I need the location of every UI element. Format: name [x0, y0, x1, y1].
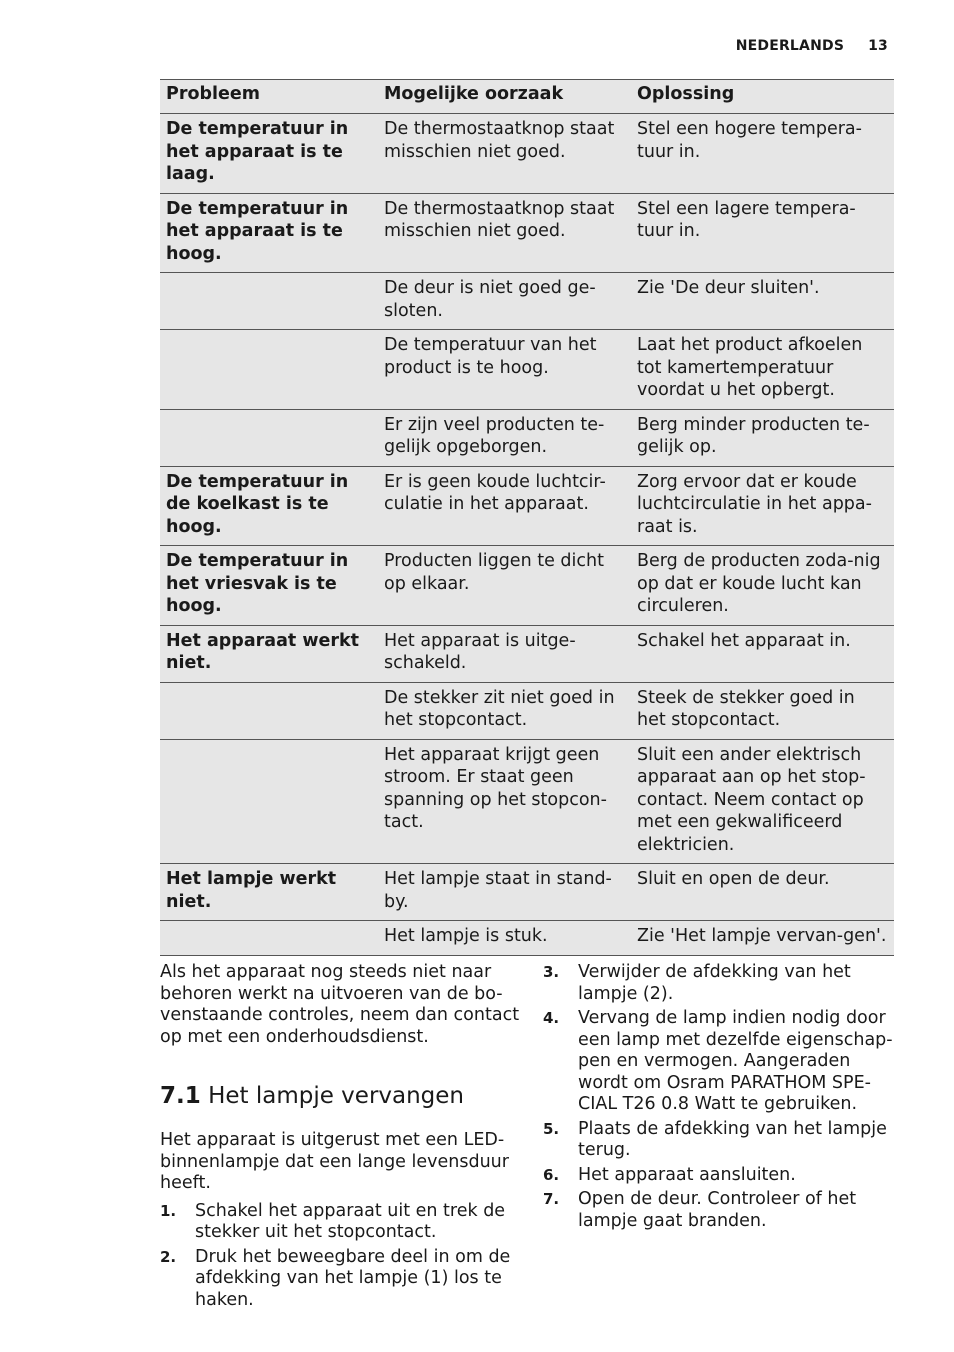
cause-cell: Het apparaat is uitge-schakeld. [378, 625, 631, 682]
solution-cell: Zorg ervoor dat er koude luchtcirculatie in het appa-raat is. [631, 466, 894, 546]
solution-cell: Stel een lagere tempera-tuur in. [631, 193, 894, 273]
step-number: 1. [160, 1201, 177, 1220]
steps-list-right [543, 962, 893, 1232]
step-text: Verwijder de afdekking van het lampje (2). [578, 962, 851, 1004]
right-text-column [543, 962, 893, 1235]
cause-cell: De temperatuur van het product is te hoog. [378, 330, 631, 410]
table-row [160, 682, 894, 739]
cause-cell: De thermostaatknop staat misschien niet goed. [378, 193, 631, 273]
list-item [543, 1165, 893, 1187]
list-item [543, 1189, 893, 1232]
problem-cell: Het lampje werkt niet. [160, 864, 378, 921]
step-text: Schakel het apparaat uit en trek de stekker uit het stopcontact. [195, 1200, 506, 1242]
table-row [160, 273, 894, 330]
table-row [160, 739, 894, 864]
solution-cell: Berg de producten zoda-nig op dat er koude lucht kan circuleren. [631, 546, 894, 626]
column-header-cause: Mogelijke oorzaak [378, 80, 631, 114]
problem-cell: De temperatuur in de koelkast is te hoog. [160, 466, 378, 546]
problem-cell: De temperatuur in het vriesvak is te hoog. [160, 546, 378, 626]
list-item [543, 1119, 893, 1162]
problem-cell: De temperatuur in het apparaat is te hoog. [160, 193, 378, 273]
table-row [160, 193, 894, 273]
column-header-solution: Oplossing [631, 80, 894, 114]
step-number: 7. [543, 1190, 560, 1208]
solution-cell: Steek de stekker goed in het stopcontact. [631, 682, 894, 739]
step-text: Plaats de afdekking van het lampje terug. [578, 1118, 887, 1160]
step-number: 2. [160, 1247, 177, 1266]
step-number: 4. [543, 1009, 560, 1027]
step-number: 6. [543, 1165, 560, 1184]
solution-cell: Schakel het apparaat in. [631, 625, 894, 682]
cause-cell: Het lampje staat in stand-by. [378, 864, 631, 921]
steps-list-left [160, 1201, 520, 1312]
step-text: Druk het beweegbare deel in om de afdekking van het lampje (1) los te haken. [195, 1246, 511, 1310]
step-number: 3. [543, 963, 560, 981]
solution-cell: Sluit een ander elektrisch apparaat aan op het stop-contact. Neem contact op met een gekwalificeerd elektricien. [631, 739, 894, 864]
page-header [736, 38, 888, 54]
problem-cell: Het apparaat werkt niet. [160, 625, 378, 682]
column-header-problem: Probleem [160, 80, 378, 114]
left-text-column [160, 962, 520, 1314]
cause-cell: De stekker zit niet goed in het stopcontact. [378, 682, 631, 739]
cause-cell: Producten liggen te dicht op elkaar. [378, 546, 631, 626]
cause-cell: Er zijn veel producten te-gelijk opgeborgen. [378, 409, 631, 466]
solution-cell: Stel een hogere tempera-tuur in. [631, 114, 894, 194]
solution-cell: Sluit en open de deur. [631, 864, 894, 921]
solution-cell: Berg minder producten te-gelijk op. [631, 409, 894, 466]
cause-cell: Het apparaat krijgt geen stroom. Er staat geen spanning op het stopcon-tact. [378, 739, 631, 864]
cause-cell: De deur is niet goed ge-sloten. [378, 273, 631, 330]
problem-cell [160, 682, 378, 739]
section-title: Het lampje vervangen [208, 1083, 465, 1109]
language-label: NEDERLANDS [735, 38, 845, 54]
list-item [160, 1247, 520, 1312]
problem-cell: De temperatuur in het apparaat is te laag. [160, 114, 378, 194]
table-row [160, 409, 894, 466]
step-text: Open de deur. Controleer of het lampje gaat branden. [578, 1189, 857, 1231]
troubleshooting-table [160, 79, 894, 956]
table-row [160, 114, 894, 194]
table-row [160, 330, 894, 410]
cause-cell: De thermostaatknop staat misschien niet goed. [378, 114, 631, 194]
section-number: 7.1 [160, 1083, 201, 1109]
problem-cell [160, 739, 378, 864]
solution-cell: Laat het product afkoelen tot kamertemperatuur voordat u het opbergt. [631, 330, 894, 410]
table-row [160, 546, 894, 626]
table-row [160, 625, 894, 682]
problem-cell [160, 409, 378, 466]
section-intro: Het apparaat is uitgerust met een LED-binnenlampje dat een lange levensduur heeft. [160, 1130, 509, 1193]
cause-cell: Er is geen koude luchtcir-culatie in het apparaat. [378, 466, 631, 546]
step-text: Het apparaat aansluiten. [578, 1164, 796, 1185]
solution-cell: Zie 'Het lampje vervan-gen'. [631, 921, 894, 956]
after-table-paragraph: Als het apparaat nog steeds niet naar behoren werkt na uitvoeren van de bo-venstaande controles, neem dan contact op met een onderhoudsdienst. [160, 962, 520, 1047]
step-text: Vervang de lamp indien nodig door een lamp met dezelfde eigenschap-pen en vermogen. Aangeraden wordt om Osram PARATHOM SPE-CIAL T26 0.8 Watt te gebruiken. [578, 1008, 893, 1114]
list-item [543, 1008, 893, 1116]
page-number: 13 [868, 38, 888, 54]
cause-cell: Het lampje is stuk. [378, 921, 631, 956]
problem-cell [160, 921, 378, 956]
table-row [160, 864, 894, 921]
list-item [160, 1201, 520, 1244]
problem-cell [160, 330, 378, 410]
table-header-row [160, 80, 894, 114]
table-row [160, 466, 894, 546]
list-item [543, 962, 893, 1005]
section-heading [160, 1082, 520, 1110]
step-number: 5. [543, 1119, 560, 1138]
problem-cell [160, 273, 378, 330]
solution-cell: Zie 'De deur sluiten'. [631, 273, 894, 330]
table-row [160, 921, 894, 956]
